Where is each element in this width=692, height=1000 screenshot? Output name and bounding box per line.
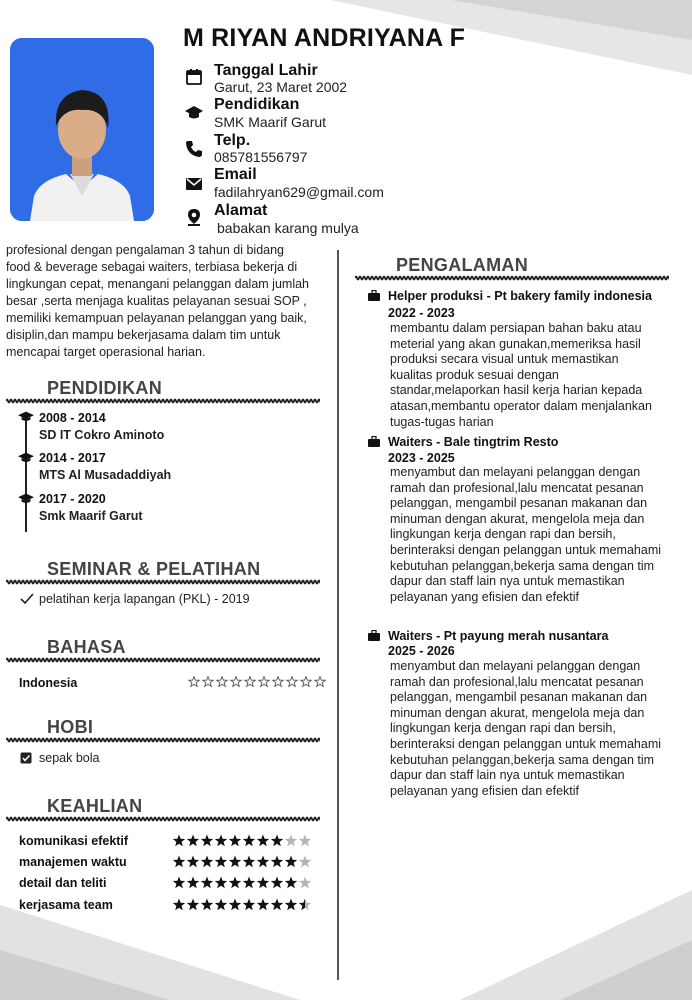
- star-icon: [271, 899, 283, 911]
- calendar-icon: [185, 68, 203, 86]
- phone-icon: [185, 140, 203, 158]
- skill-label: detail dan teliti: [19, 876, 107, 890]
- star-rating: [172, 876, 312, 890]
- star-rating: [172, 855, 312, 869]
- job-description: menyambut dan melayani pelanggan dengan ramah dan profesional,lalu mencatat pesanan pelanggan, mengambil pesanan makanan dan minuman dengan akurat, mengelola meja dan lingkungan kerja dengan rapi dan bersih, berinteraksi dengan pelanggan untuk memahami kebutuhan pelanggan,bekerja sama dengan tim dapur dan staff lain nya untuk memastikan pelayanan yang efisien dan efektif: [390, 659, 662, 798]
- star-icon: [243, 835, 255, 847]
- profile-line: besar ,serta menjaga kualitas pelayanan sesuai SOP ,: [6, 294, 307, 308]
- profile-line: memiliki kemampuan pelayanan pelanggan yang baik,: [6, 311, 307, 325]
- star-icon: [245, 677, 255, 687]
- star-icon: [301, 677, 311, 687]
- star-icon: [257, 899, 269, 911]
- profile-line: food & beverage sebagai waiters, terbiasa bekerja di: [6, 260, 298, 274]
- job-title: Waiters - Pt payung merah nusantara: [388, 629, 609, 643]
- job-title: Helper produksi - Pt bakery family indonesia: [388, 289, 652, 303]
- hobby-item: sepak bola: [39, 751, 100, 765]
- star-icon: [285, 899, 297, 911]
- star-icon: [231, 677, 241, 687]
- education-school: Smk Maarif Garut: [39, 509, 143, 523]
- language-label: Indonesia: [19, 676, 78, 690]
- star-icon: [173, 899, 185, 911]
- star-icon: [299, 835, 311, 847]
- star-icon: [201, 856, 213, 868]
- star-icon: [215, 899, 227, 911]
- section-underline: [355, 274, 669, 282]
- star-icon: [201, 877, 213, 889]
- star-icon: [257, 877, 269, 889]
- briefcase-icon: [368, 436, 380, 447]
- star-icon: [173, 877, 185, 889]
- profile-line: profesional dengan pengalaman 3 tahun di bidang: [6, 243, 285, 257]
- skill-rating: [172, 876, 312, 895]
- star-icon: [299, 899, 311, 911]
- star-icon: [189, 677, 199, 687]
- education-school: MTS Al Musadaddiyah: [39, 468, 172, 482]
- star-icon: [229, 877, 241, 889]
- profile-line: mencapai target operasional harian.: [6, 345, 206, 359]
- star-icon: [229, 899, 241, 911]
- star-icon: [187, 877, 199, 889]
- job-period: 2023 - 2025: [388, 451, 455, 465]
- skill-rating: [172, 898, 312, 917]
- education-timeline-line: [25, 412, 27, 532]
- star-rating: [172, 898, 312, 912]
- section-title-bahasa: BAHASA: [47, 637, 126, 657]
- skill-rating: [172, 834, 312, 853]
- star-icon: [203, 677, 213, 687]
- graduation-cap-icon: [185, 104, 203, 122]
- star-icon: [271, 835, 283, 847]
- profile-line: lingkungan cepat, menangani pelanggan dalam jumlah: [6, 277, 309, 291]
- star-icon: [215, 856, 227, 868]
- language-rating: [188, 675, 328, 693]
- star-icon: [215, 877, 227, 889]
- star-icon: [215, 835, 227, 847]
- star-icon: [287, 677, 297, 687]
- graduation-cap-icon: [18, 492, 34, 506]
- column-divider: [337, 250, 339, 980]
- section-underline: [6, 656, 320, 664]
- full-name: M RIYAN ANDRIYANA F: [183, 24, 466, 52]
- star-icon: [217, 677, 227, 687]
- education-year: 2017 - 2020: [39, 492, 106, 506]
- profile-line: disiplin,dan mampu bekerjasama dalam tim untuk: [6, 328, 281, 342]
- star-rating: [172, 834, 312, 848]
- star-icon: [271, 877, 283, 889]
- section-title-keahlian: KEAHLIAN: [47, 796, 143, 816]
- star-icon: [285, 877, 297, 889]
- star-icon: [187, 899, 199, 911]
- star-icon: [285, 835, 297, 847]
- star-icon: [201, 899, 213, 911]
- skill-label: kerjasama team: [19, 898, 113, 912]
- star-icon: [285, 856, 297, 868]
- graduation-cap-icon: [18, 451, 34, 465]
- star-icon: [243, 877, 255, 889]
- education-year: 2014 - 2017: [39, 451, 106, 465]
- section-underline: [6, 815, 320, 823]
- section-title-pendidikan: PENDIDIKAN: [47, 378, 163, 398]
- email-icon: [185, 175, 203, 193]
- job-description: membantu dalam persiapan bahan baku atau meterial yang akan gunakan,memeriksa hasil produksi secara visual untuk memastikan kualitas produk sesuai dengan standar,melaporkan hasil kerja harian kepada atasan,membantu operator dalam menjalankan tugas-tugas harian: [390, 321, 652, 429]
- star-icon: [173, 835, 185, 847]
- star-icon: [243, 856, 255, 868]
- section-underline: [6, 397, 320, 405]
- star-icon: [187, 856, 199, 868]
- section-title-hobi: HOBI: [47, 717, 94, 737]
- star-icon: [229, 835, 241, 847]
- job-description: menyambut dan melayani pelanggan dengan ramah dan profesional,lalu mencatat pesanan pelanggan, mengambil pesanan makanan dan minuman dengan akurat, mengelola meja dan lingkungan kerja dengan rapi dan bersih, berinteraksi dengan pelanggan untuk memahami kebutuhan pelanggan,bekerja sama dengan tim dapur dan staff lain nya untuk memastikan pelayanan yang efisien dan efektif: [390, 465, 662, 604]
- job-title: Waiters - Bale tingtrim Resto: [388, 435, 559, 449]
- profile-summary: [6, 242, 320, 361]
- star-icon: [273, 677, 283, 687]
- section-underline: [6, 578, 320, 586]
- section-underline: [6, 736, 320, 744]
- briefcase-icon: [368, 630, 380, 641]
- star-rating: [188, 676, 328, 688]
- check-icon: [20, 593, 34, 605]
- skill-label: komunikasi efektif: [19, 834, 129, 848]
- education-year: 2008 - 2014: [39, 411, 106, 425]
- star-icon: [259, 677, 269, 687]
- profile-photo: [10, 38, 154, 221]
- location-pin-icon: [185, 208, 203, 226]
- star-icon: [299, 877, 311, 889]
- person-avatar-icon: [10, 38, 154, 221]
- checkbox-checked-icon: [20, 752, 32, 764]
- briefcase-icon: [368, 290, 380, 301]
- star-icon: [187, 835, 199, 847]
- star-icon: [257, 835, 269, 847]
- skill-rating: [172, 855, 312, 874]
- star-icon: [229, 856, 241, 868]
- seminar-item: pelatihan kerja lapangan (PKL) - 2019: [39, 592, 250, 606]
- skill-label: manajemen waktu: [19, 855, 127, 869]
- education-school: SD IT Cokro Aminoto: [39, 428, 165, 442]
- star-icon: [201, 835, 213, 847]
- job-period: 2022 - 2023: [388, 306, 455, 320]
- star-icon: [173, 856, 185, 868]
- section-title-pengalaman: PENGALAMAN: [396, 255, 528, 275]
- star-icon: [257, 856, 269, 868]
- job-period: 2025 - 2026: [388, 644, 455, 658]
- star-icon: [243, 899, 255, 911]
- star-icon: [271, 856, 283, 868]
- section-title-seminar: SEMINAR & PELATIHAN: [47, 559, 261, 579]
- star-icon: [299, 856, 311, 868]
- graduation-cap-icon: [18, 410, 34, 424]
- star-icon: [315, 677, 325, 687]
